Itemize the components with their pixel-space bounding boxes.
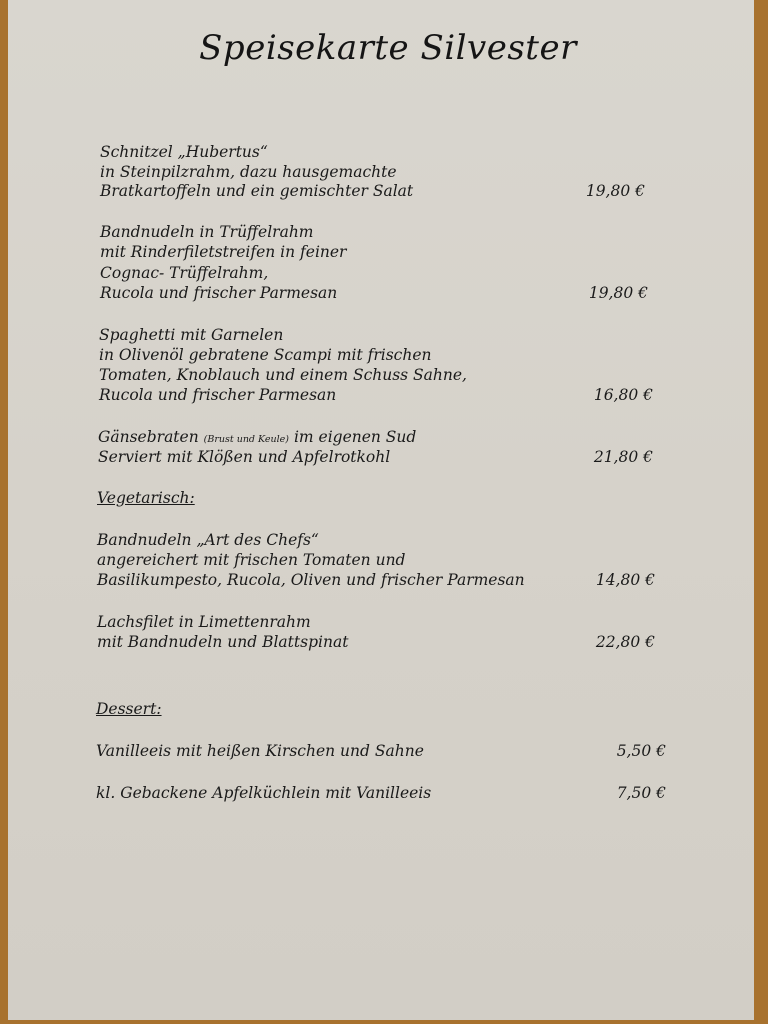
item-price: 22,80 € bbox=[595, 633, 655, 651]
item-line: Schnitzel „Hubertus“ bbox=[100, 143, 268, 161]
item-price: 14,80 € bbox=[595, 571, 655, 589]
item-note: (Brust und Keule) bbox=[203, 434, 289, 445]
item-price: 19,80 € bbox=[588, 284, 648, 302]
item-line: Rucola und frischer Parmesan bbox=[100, 284, 338, 302]
item-line: Tomaten, Knoblauch und einem Schuss Sahne, bbox=[99, 366, 467, 384]
vegetarian-heading: Vegetarisch: bbox=[97, 489, 195, 507]
item-line: Bandnudeln in Trüffelrahm bbox=[100, 223, 314, 241]
dessert-heading: Dessert: bbox=[96, 700, 162, 718]
item-line: Vanilleeis mit heißen Kirschen und Sahne bbox=[96, 742, 424, 760]
item-line: Basilikumpesto, Rucola, Oliven und frischer Parmesan bbox=[97, 571, 525, 589]
item-line: Cognac- Trüffelrahm, bbox=[100, 264, 269, 282]
menu-paper bbox=[8, 0, 754, 1020]
menu-title: Speisekarte Silvester bbox=[199, 28, 577, 68]
item-line: in Steinpilzrahm, dazu hausgemachte bbox=[100, 163, 397, 181]
item-line: mit Rinderfiletstreifen in feiner bbox=[100, 243, 347, 261]
item-line: mit Bandnudeln und Blattspinat bbox=[97, 633, 349, 651]
item-line: kl. Gebackene Apfelküchlein mit Vanilleeis bbox=[96, 784, 432, 802]
item-price: 5,50 € bbox=[616, 742, 666, 760]
item-line: Bandnudeln „Art des Chefs“ bbox=[97, 531, 319, 549]
item-line: Bratkartoffeln und ein gemischter Salat bbox=[100, 182, 414, 200]
item-name: Gänsebraten bbox=[98, 428, 199, 446]
item-line: Spaghetti mit Garnelen bbox=[99, 326, 284, 344]
item-line: in Olivenöl gebratene Scampi mit frischen bbox=[99, 346, 432, 364]
item-price: 16,80 € bbox=[593, 386, 653, 404]
item-price: 21,80 € bbox=[593, 448, 653, 466]
item-line: Rucola und frischer Parmesan bbox=[99, 386, 337, 404]
item-line: Lachsfilet in Limettenrahm bbox=[97, 613, 311, 631]
item-line: angereichert mit frischen Tomaten und bbox=[97, 551, 406, 569]
item-price: 19,80 € bbox=[585, 182, 645, 200]
item-price: 7,50 € bbox=[616, 784, 666, 802]
item-name-cont: im eigenen Sud bbox=[293, 428, 417, 446]
item-line: Serviert mit Klößen und Apfelrotkohl bbox=[98, 448, 391, 466]
